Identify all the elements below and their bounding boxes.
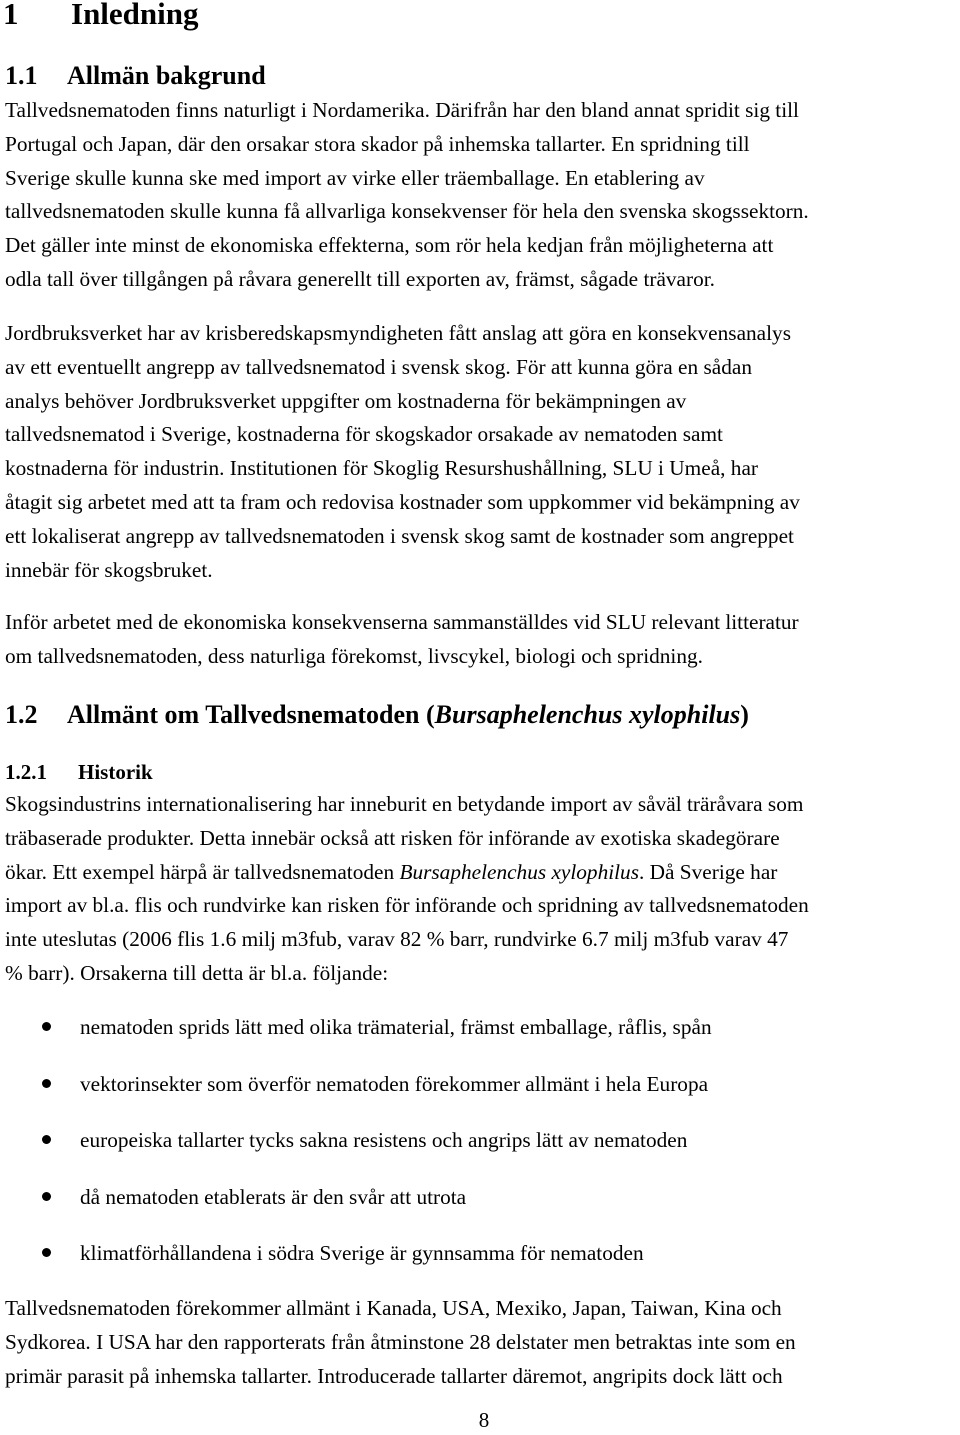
- text-line: Sydkorea. I USA har den rapporterats från åtminstone 28 delstater men betraktas inte som en: [5, 1329, 796, 1354]
- text-line: om tallvedsnematoden, dess naturliga förekomst, livscykel, biologi och spridning.: [5, 643, 703, 668]
- paragraph-history-1: [5, 788, 955, 991]
- text-line: odla tall över tillgången på råvara generellt till exporten av, främst, sågade trävaror.: [5, 266, 715, 291]
- bullet-icon: [42, 1135, 51, 1144]
- text-line: Det gäller inte minst de ekonomiska effekterna, som rör hela kedjan från möjligheterna att: [5, 233, 774, 258]
- paragraph-background-1: [5, 94, 955, 297]
- chapter-title: Inledning: [71, 0, 199, 31]
- text-line: Tallvedsnematoden finns naturligt i Nordamerika. Därifrån har den bland annat spridit sig till: [5, 98, 799, 122]
- list-item: [0, 1236, 960, 1293]
- chapter-heading: [0, 0, 199, 36]
- subsection-title: Historik: [78, 760, 153, 784]
- text-line: åtagit sig arbetet med att ta fram och redovisa kostnader som uppkommer vid bekämpning av: [5, 489, 800, 514]
- subsection-number: 1.2.1: [5, 760, 47, 784]
- list-item-text: vektorinsekter som överför nematoden förekommer allmänt i hela Europa: [80, 1071, 709, 1096]
- text-line: analys behöver Jordbruksverket uppgifter om kostnaderna för bekämpningen av: [5, 388, 687, 413]
- list-item-text: då nematoden etablerats är den svår att utrota: [80, 1184, 467, 1209]
- text-line: innebär för skogsbruket.: [5, 557, 213, 582]
- text-line: inte uteslutas (2006 flis 1.6 milj m3fub, varav 82 % barr, rundvirke 6.7 milj m3fub varav 47: [5, 927, 789, 952]
- paragraph-history-2: [5, 1292, 955, 1393]
- list-item-text: nematoden sprids lätt med olika trämaterial, främst emballage, råflis, spån: [80, 1015, 712, 1039]
- text-line: primär parasit på inhemska tallarter. Introducerade tallarter däremot, angripits dock lätt och: [5, 1363, 783, 1388]
- paragraph-background-2: [5, 317, 955, 587]
- text-segment: . Då Sverige har: [639, 859, 778, 884]
- list-item-text: klimatförhållandena i södra Sverige är gynnsamma för nematoden: [80, 1241, 644, 1265]
- list-item: [0, 1010, 960, 1067]
- section-number: 1.1: [5, 61, 38, 90]
- bullet-icon: [42, 1022, 51, 1031]
- text-line: % barr). Orsakerna till detta är bl.a. följande:: [5, 960, 389, 985]
- text-line: Jordbruksverket har av krisberedskapsmyndigheten fått anslag att göra en konsekvensanalys: [5, 321, 791, 345]
- text-segment: ökar. Ett exempel härpå är tallvedsnematoden: [5, 859, 400, 884]
- text-line: Inför arbetet med de ekonomiska konsekvenserna sammanställdes vid SLU relevant litteratur: [5, 610, 799, 634]
- section-heading-1-1: [5, 59, 266, 93]
- text-line: ett lokaliserat angrepp av tallvedsnematoden i svensk skog samt de kostnader som angreppet: [5, 523, 794, 548]
- reasons-list: [0, 1010, 960, 1293]
- section-title-species: Bursaphelenchus xylophilus: [434, 700, 741, 729]
- text-line: import av bl.a. flis och rundvirke kan risken för införande och spridning av tallvedsnematoden: [5, 893, 809, 918]
- chapter-number: 1: [3, 0, 19, 31]
- subsection-heading-1-2-1: [5, 757, 153, 787]
- list-item-text: europeiska tallarter tycks sakna resistens och angrips lätt av nematoden: [80, 1128, 688, 1152]
- text-line-with-species: [5, 856, 955, 890]
- text-line: av ett eventuellt angrepp av tallvedsnematod i svensk skog. För att kunna göra en sådan: [5, 354, 752, 379]
- bullet-icon: [42, 1248, 51, 1257]
- text-line: träbaserade produkter. Detta innebär också att risken för införande av exotiska skadegörare: [5, 825, 780, 850]
- species-name: Bursaphelenchus xylophilus: [399, 859, 639, 884]
- bullet-icon: [42, 1079, 51, 1088]
- text-line: Tallvedsnematoden förekommer allmänt i Kanada, USA, Mexiko, Japan, Taiwan, Kina och: [5, 1296, 782, 1320]
- section-number: 1.2: [5, 700, 38, 729]
- page-number: 8: [478, 1408, 490, 1432]
- section-title: Allmän bakgrund: [67, 61, 266, 90]
- list-item: [0, 1180, 960, 1237]
- section-heading-1-2: [5, 698, 749, 732]
- text-line: tallvedsnematod i Sverige, kostnaderna för skogskador orsakade av nematoden samt: [5, 422, 723, 447]
- list-item: [0, 1067, 960, 1124]
- section-title-prefix: Allmänt om Tallvedsnematoden (: [67, 700, 435, 729]
- list-item: [0, 1123, 960, 1180]
- text-line: tallvedsnematoden skulle kunna få allvarliga konsekvenser för hela den svenska skogssektorn.: [5, 199, 809, 224]
- section-title-suffix: ): [740, 700, 749, 729]
- paragraph-background-3: [5, 606, 955, 674]
- text-line: Sverige skulle kunna ske med import av virke eller träemballage. En etablering av: [5, 165, 705, 190]
- text-line: Portugal och Japan, där den orsakar stora skador på inhemska tallarter. En spridning till: [5, 131, 750, 156]
- bullet-icon: [42, 1192, 51, 1201]
- text-line: kostnaderna för industrin. Institutionen för Skoglig Resurshushållning, SLU i Umeå, har: [5, 456, 758, 481]
- text-line: Skogsindustrins internationalisering har inneburit en betydande import av såväl träråvara som: [5, 792, 804, 816]
